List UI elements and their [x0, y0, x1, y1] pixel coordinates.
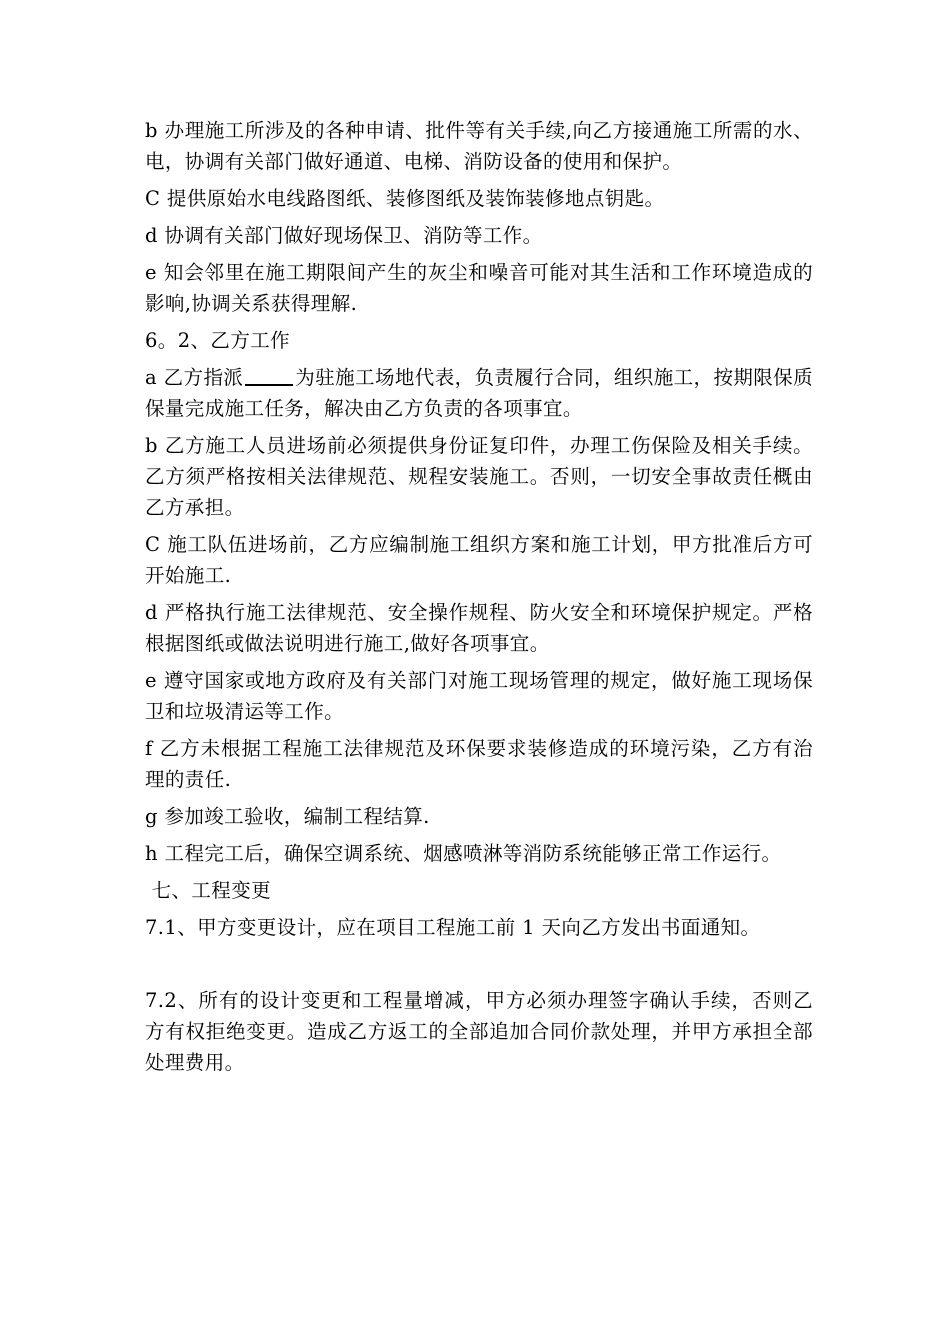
- paragraph-e-site-management: e 遵守国家或地方政府及有关部门对施工现场管理的规定，做好施工现场保卫和垃圾清运等工作。: [145, 669, 813, 723]
- paragraph-7-1: 7.1、甲方变更设计，应在项目工程施工前 1 天向乙方发出书面通知。: [145, 916, 761, 939]
- paragraph-a-rest: 为驻施工场地代表，负责履行合同，组织施工，按期限保质保量完成施工任务，解决由乙方负责的各项事宜。: [145, 366, 813, 420]
- paragraph-f-pollution: f 乙方未根据工程施工法律规范及环保要求装修造成的环境污染，乙方有治理的责任.: [145, 737, 813, 791]
- paragraph-d-security: d 协调有关部门做好现场保卫、消防等工作。: [145, 224, 543, 247]
- paragraph-g-acceptance: g 参加竣工验收，编制工程结算.: [145, 805, 430, 828]
- paragraph-a-representative: [145, 362, 813, 424]
- paragraph-h-fire-systems: h 工程完工后，确保空调系统、烟感喷淋等消防系统能够正常工作运行。: [145, 842, 782, 865]
- paragraph-e-neighbors: e 知会邻里在施工期限间产生的灰尘和噪音可能对其生活和工作环境造成的影响,协调关系获得理解.: [145, 261, 813, 315]
- document-body: [145, 115, 813, 1084]
- paragraph-b-applications: b 办理施工所涉及的各种申请、批件等有关手续,向乙方接通施工所需的水、电，协调有关部门做好通道、电梯、消防设备的使用和保护。: [145, 119, 813, 173]
- paragraph-b-id-insurance: b 乙方施工人员进场前必须提供身份证复印件，办理工伤保险及相关手续。乙方须严格按相关法律规范、规程安装施工。否则，一切安全事故责任概由乙方承担。: [145, 434, 813, 519]
- paragraph-c-drawings-keys: C 提供原始水电线路图纸、装修图纸及装饰装修地点钥匙。: [145, 187, 665, 210]
- paragraph-d-regulations: d 严格执行施工法律规范、安全操作规程、防火安全和环境保护规定。严格根据图纸或做法说明进行施工,做好各项事宜。: [145, 601, 813, 655]
- representative-name-blank: [245, 364, 293, 386]
- paragraph-a-lead: a 乙方指派: [145, 366, 244, 389]
- section-heading-change: 七、工程变更: [145, 879, 271, 902]
- paragraph-7-2: 7.2、所有的设计变更和工程量增减，甲方必须办理签字确认手续，否则乙方有权拒绝变更。造成乙方返工的全部追加合同价款处理，并甲方承担全部处理费用。: [145, 989, 813, 1074]
- paragraph-c-construction-plan: C 施工队伍进场前，乙方应编制施工组织方案和施工计划，甲方批准后方可开始施工.: [145, 533, 813, 587]
- section-heading-party-b-work: 6。2、乙方工作: [145, 329, 291, 352]
